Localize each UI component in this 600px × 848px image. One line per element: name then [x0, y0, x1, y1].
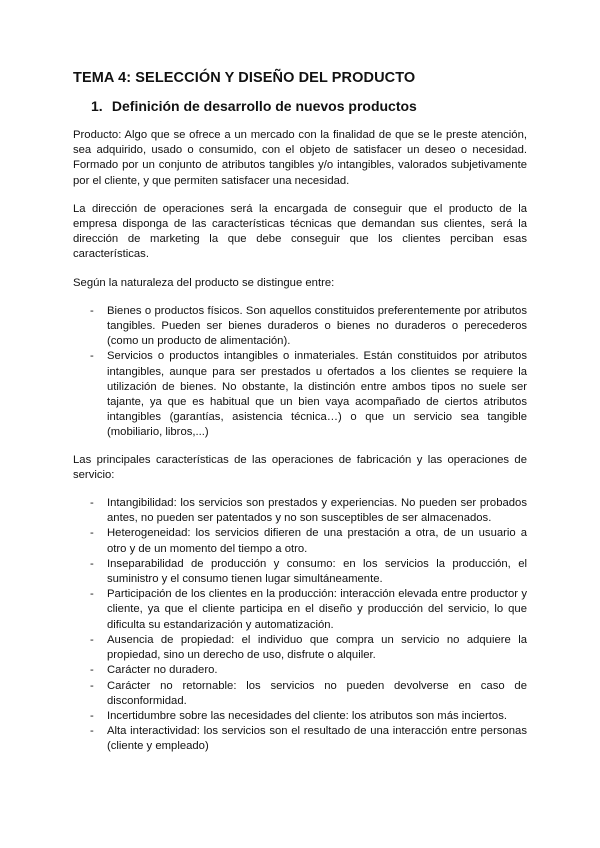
- characteristics-list: [73, 496, 527, 754]
- bullet-dash: -: [90, 709, 94, 722]
- section-number: 1.: [91, 98, 103, 114]
- list-item: [73, 349, 527, 440]
- list-item-text: Participación de los clientes en la producción: interacción elevada entre productor y cliente, ya que el cliente participa en el diseño y producción del servicio, lo que dificulta su estandarización y automatización.: [107, 588, 527, 631]
- list-item-text: Ausencia de propiedad: el individuo que compra un servicio no adquiere la propiedad, sino un derecho de uso, disfrute o alquiler.: [107, 633, 527, 662]
- bullet-dash: -: [90, 664, 94, 677]
- bullet-dash: -: [90, 497, 94, 510]
- list-item-text: Intangibilidad: los servicios son prestados y experiencias. No pueden ser probados antes, no pueden ser patentados y no son susceptibles de ser almacenados.: [107, 497, 527, 525]
- bullet-dash: -: [90, 588, 94, 601]
- list-item-text: Carácter no duradero.: [107, 664, 218, 677]
- list-item-text: Bienes o productos físicos. Son aquellos constituidos preferentemente por atributos tangibles. Pueden ser bienes duraderos o bienes no duraderos o perecederos (como un producto de alimentación).: [107, 304, 527, 348]
- list-item: [73, 724, 527, 754]
- section-heading: [91, 98, 527, 114]
- list-item-text: Alta interactividad: los servicios son el resultado de una interacción entre personas (cliente y empleado): [107, 725, 527, 753]
- list-item-text: Incertidumbre sobre las necesidades del cliente: los atributos son más inciertos.: [107, 709, 507, 722]
- list-item: [73, 679, 527, 709]
- bullet-dash: -: [90, 304, 94, 317]
- list-item-text: Servicios o productos intangibles o inmateriales. Están constituidos por atributos intangibles, aunque para ser prestados u ofertados a los clientes se requiere la utilización de bienes. No obstante, la distinción entre ambos tipos no suele ser tajante, ya que es habitual que un bien vaya acompañado de ciertos atributos intangibles (garantías, asistencia técnica…) o que un servicio sea tangible (mobiliario, libros,...): [107, 350, 527, 439]
- list-item: [73, 304, 527, 350]
- bullet-dash: -: [90, 725, 94, 738]
- list-item: [73, 526, 527, 556]
- bullet-dash: -: [90, 527, 94, 540]
- list-item: [73, 709, 527, 724]
- list-item-text: Carácter no retornable: los servicios no pueden devolverse en caso de disconformidad.: [107, 679, 527, 707]
- paragraph-caracteristicas: Las principales características de las operaciones de fabricación y las operaciones de servicio:: [73, 453, 527, 481]
- paragraph-naturaleza: Según la naturaleza del producto se distingue entre:: [73, 276, 335, 289]
- product-types-list: [73, 304, 527, 441]
- list-item: [73, 557, 527, 587]
- bullet-dash: -: [90, 350, 94, 363]
- section-title: Definición de desarrollo de nuevos productos: [111, 98, 417, 114]
- paragraph-direccion-operaciones: La dirección de operaciones será la encargada de conseguir que el producto de la empresa disponga de las características técnicas que demandan sus clientes, será la dirección de marketing la que debe conseguir que los clientes perciban esas características.: [73, 202, 527, 261]
- list-item-text: Heterogeneidad: los servicios difieren de una prestación a otra, de un usuario a otro y de un momento del tiempo a otro.: [107, 527, 527, 555]
- list-item: [73, 587, 527, 633]
- list-item: [73, 496, 527, 526]
- bullet-dash: -: [90, 679, 94, 692]
- list-item: [73, 663, 527, 678]
- bullet-dash: -: [90, 557, 94, 570]
- document-title: TEMA 4: SELECCIÓN Y DISEÑO DEL PRODUCTO: [73, 70, 416, 86]
- paragraph-producto: Producto: Algo que se ofrece a un mercado con la finalidad de que se le preste atención, sea adquirido, usado o consumido, con el objeto de satisfacer un deseo o necesidad. Formado por un conjunto de atributos tangibles y/o intangibles, valorados subjetivamente por el cliente, y que permiten satisfacer una necesidad.: [73, 129, 527, 187]
- list-item-text: Inseparabilidad de producción y consumo: en los servicios la producción, el suministro y el consumo tienen lugar simultáneamente.: [107, 557, 527, 586]
- list-item: [73, 633, 527, 663]
- bullet-dash: -: [90, 633, 94, 646]
